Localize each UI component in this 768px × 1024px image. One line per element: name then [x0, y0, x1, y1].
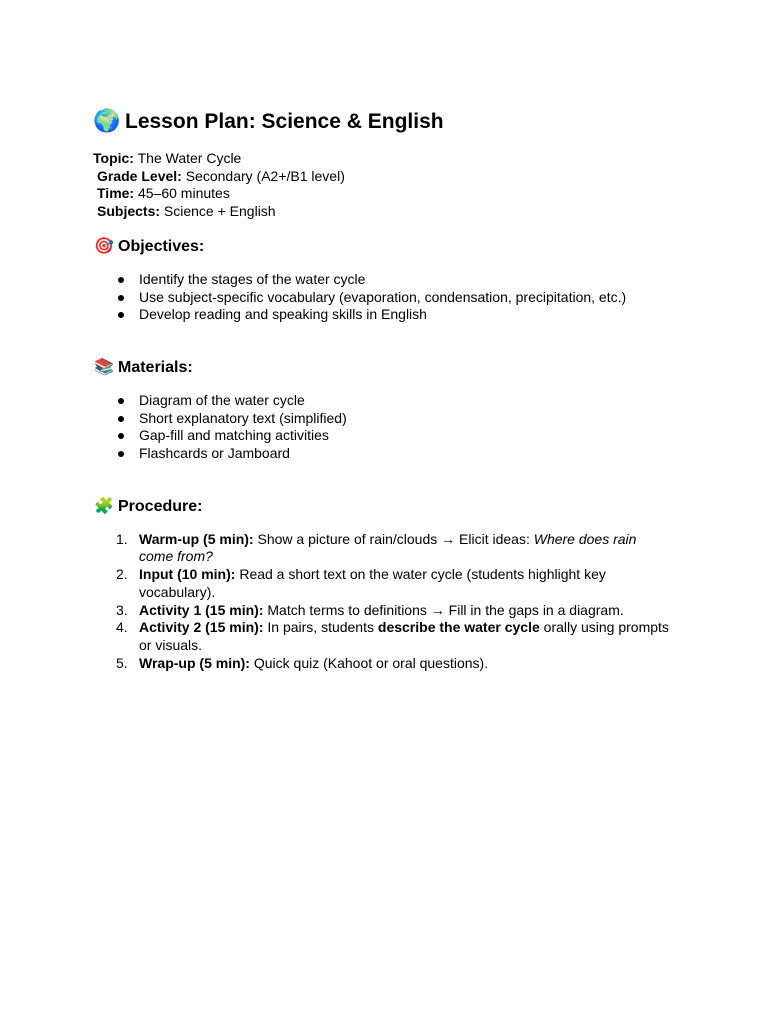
step-number: 2. [116, 566, 128, 583]
step-text: In pairs, students [263, 619, 378, 636]
step-number: 1. [116, 530, 128, 547]
meta-time-label: Time: [97, 185, 135, 202]
step-number: 3. [116, 601, 128, 618]
step-label: Activity 2 (15 min): [139, 619, 264, 636]
list-item: Gap-fill and matching activities [93, 427, 673, 445]
meta-grade-level [93, 168, 673, 186]
puzzle-piece-icon: 🧩 [94, 497, 114, 515]
meta-subjects-value: Science + English [160, 203, 276, 220]
meta-topic-label: Topic: [93, 150, 134, 166]
step-text: Read a short text on the water cycle (students highlight key vocabulary). [139, 566, 606, 600]
procedure-step [93, 602, 673, 620]
books-icon: 📚 [94, 358, 114, 376]
procedure-heading-text: Procedure: [118, 497, 203, 515]
globe-icon: 🌍 [93, 108, 121, 133]
materials-list [93, 392, 673, 463]
objectives-heading [93, 236, 673, 258]
step-label: Input (10 min): [139, 566, 236, 583]
step-label: Activity 1 (15 min): [139, 601, 264, 618]
objectives-heading-text: Objectives: [118, 237, 205, 255]
materials-heading-text: Materials: [118, 358, 193, 376]
step-text-after: orally using prompts or visuals. [139, 619, 669, 653]
list-item: Diagram of the water cycle [93, 392, 673, 410]
step-text: Show a picture of rain/clouds → Elicit ideas: [253, 530, 534, 547]
step-label: Wrap-up (5 min): [139, 654, 250, 671]
step-number: 4. [116, 619, 128, 636]
lesson-plan-document [93, 106, 673, 672]
page-title [93, 106, 673, 136]
step-text: Quick quiz (Kahoot or oral questions). [249, 654, 489, 671]
list-item: Use subject-specific vocabulary (evaporation, condensation, precipitation, etc.) [93, 289, 673, 307]
step-label: Warm-up (5 min): [139, 530, 254, 547]
procedure-heading [93, 496, 673, 518]
title-text: Lesson Plan: Science & English [125, 110, 444, 133]
target-icon: 🎯 [94, 237, 114, 255]
list-item: Flashcards or Jamboard [93, 445, 673, 463]
materials-heading [93, 357, 673, 379]
procedure-step [93, 619, 673, 654]
lesson-meta [93, 150, 673, 221]
meta-subjects-label: Subjects: [97, 203, 161, 220]
meta-time [93, 185, 673, 203]
step-number: 5. [116, 654, 128, 671]
list-item: Identify the stages of the water cycle [93, 271, 673, 289]
meta-topic-value: The Water Cycle [133, 150, 242, 166]
list-item: Short explanatory text (simplified) [93, 410, 673, 428]
step-text: Match terms to definitions → Fill in the gaps in a diagram. [263, 601, 624, 618]
procedure-step [93, 566, 673, 601]
procedure-list [93, 531, 673, 673]
meta-topic [93, 150, 673, 168]
step-bold-text: describe the water cycle [377, 619, 540, 636]
step-italic-text: Where does rain come from? [139, 530, 637, 565]
meta-time-value: 45–60 minutes [134, 185, 230, 202]
procedure-step [93, 655, 673, 673]
list-item: Develop reading and speaking skills in English [93, 306, 673, 324]
meta-subjects [93, 203, 673, 221]
objectives-list [93, 271, 673, 324]
meta-grade-level-label: Grade Level: [97, 167, 182, 184]
procedure-step [93, 531, 673, 566]
meta-grade-level-value: Secondary (A2+/B1 level) [181, 167, 345, 184]
